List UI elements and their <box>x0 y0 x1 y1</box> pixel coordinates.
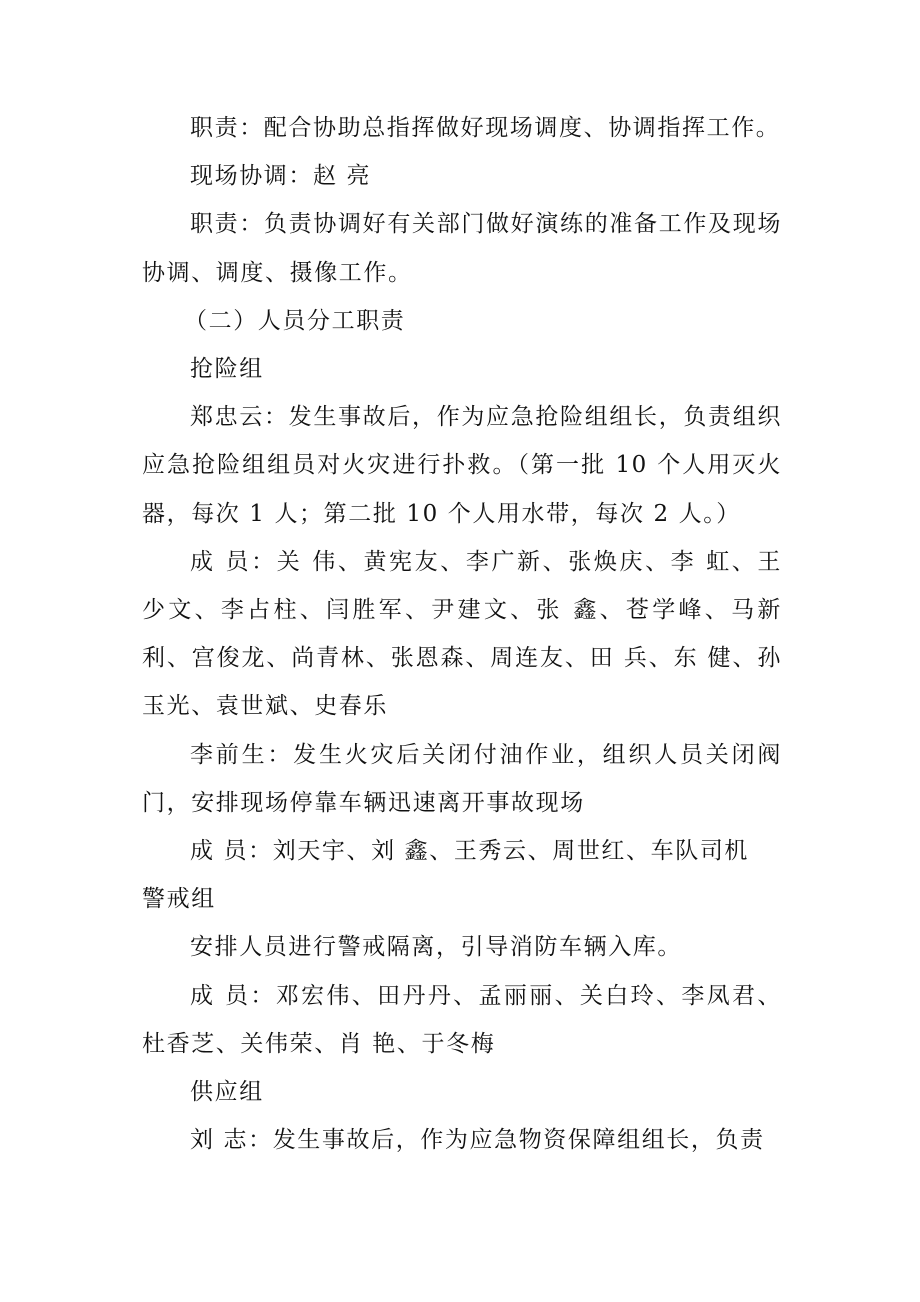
guard-members: 成 员：邓宏伟、田丹丹、孟丽丽、关白玲、李凤君、杜香芝、关伟荣、肖 艳、于冬梅 <box>142 982 782 1057</box>
supply-leader-duty: 刘 志：发生事故后，作为应急物资保障组组长，负责 <box>190 1127 765 1154</box>
section-heading-staff-duties: （二）人员分工职责 <box>184 307 406 334</box>
site-coordinator: 现场协调：赵 亮 <box>190 163 372 190</box>
guard-duty: 安排人员进行警戒隔离，引导消防车辆入库。 <box>190 934 682 961</box>
document-body <box>142 104 782 1164</box>
rescue-members: 成 员：关 伟、黄宪友、李广新、张焕庆、李 虹、王少文、李占柱、闫胜军、尹建文、张 鑫、苍学峰、马新利、宫俊龙、尚青林、张恩森、周连友、田 兵、东 健、孙玉光、袁世斌、史春乐 <box>142 548 782 720</box>
group-heading-supply: 供应组 <box>190 1079 264 1106</box>
group-heading-rescue: 抢险组 <box>190 356 264 383</box>
shutdown-leader-duty: 李前生：发生火灾后关闭付油作业，组织人员关闭阀门，安排现场停靠车辆迅速离开事故现场 <box>142 741 782 816</box>
duty-site-coordination: 职责：负责协调好有关部门做好演练的准备工作及现场协调、调度、摄像工作。 <box>142 211 782 286</box>
rescue-leader-duty: 郑忠云：发生事故后，作为应急抢险组组长，负责组织应急抢险组组员对火灾进行扑救。（第一批 10 个人用灭火器，每次 1 人；第二批 10 个人用水带，每次 2 人。） <box>142 404 782 527</box>
duty-coordination-assist: 职责：配合协助总指挥做好现场调度、协调指挥工作。 <box>190 115 781 141</box>
shutdown-members: 成 员：刘天宇、刘 鑫、王秀云、周世红、车队司机 <box>190 838 750 865</box>
group-heading-guard: 警戒组 <box>142 886 216 913</box>
